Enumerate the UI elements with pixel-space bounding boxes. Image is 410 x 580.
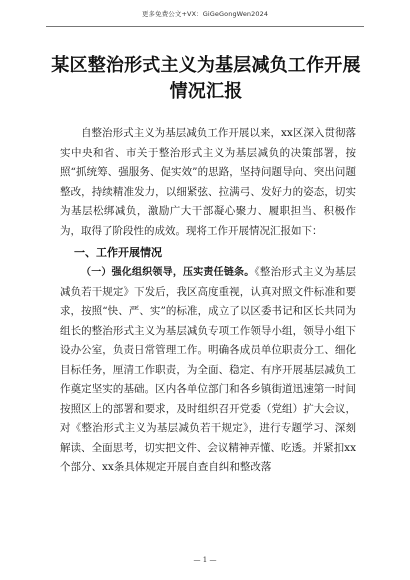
section-heading: 一、工作开展情况	[74, 246, 162, 259]
intro-paragraph: 自整治形式主义为基层减负工作开展以来，xx区深入贯彻落实中央和省、市关于整治形式主义为基层减负的决策部署，按照“抓统筹、强服务、促实效”的思路，坚持问题导向、突出问题整改，持续精准发力，以细紧弦、拉满弓、发好力的姿态，切实为基层松绑减负，激励广大干部凝心聚力、履职担当、积极作为，取得了阶段性的成效。现将工作开展情况汇报如下：	[60, 127, 356, 237]
page-number: — 1 —	[193, 556, 217, 564]
subsection-text: 《整治形式主义为基层减负若干规定》下发后，我区高度重视，认真对照文件标准和要求，按照“快、严、实”的标准，成立了以区委书记和区长共同为组长的整治形式主义为基层减负专项工作领导小组，领导小组下设办公室，负责日常管理工作。明确各成员单位职责分工、细化目标任务，厘清工作职责，为全面、稳定、有序开展基层减负工作奠定坚实的基础。区内各单位部门和各乡镇街道迅速第一时间按照区上的部署和要求，及时组织召开党委（党组）扩大会议，对《整治形式主义为基层减负若干规定》，进行专题学习、深刻解读、全面思考，切实把文件、会议精神弄懂、吃透。并紧扣xx个部分、xx条具体规定开展自查自纠和整改落	[60, 266, 357, 473]
subsection-paragraph	[60, 263, 356, 478]
document-title: 某区整治形式主义为基层减负工作开展情况汇报	[51, 55, 361, 102]
header-divider	[46, 26, 364, 27]
header-note: 更多免费公文+VX：GiGeGongWen2024	[141, 10, 269, 18]
subsection-lead: （一）强化组织领导，压实责任链条。	[81, 267, 255, 278]
document-body	[60, 124, 356, 478]
